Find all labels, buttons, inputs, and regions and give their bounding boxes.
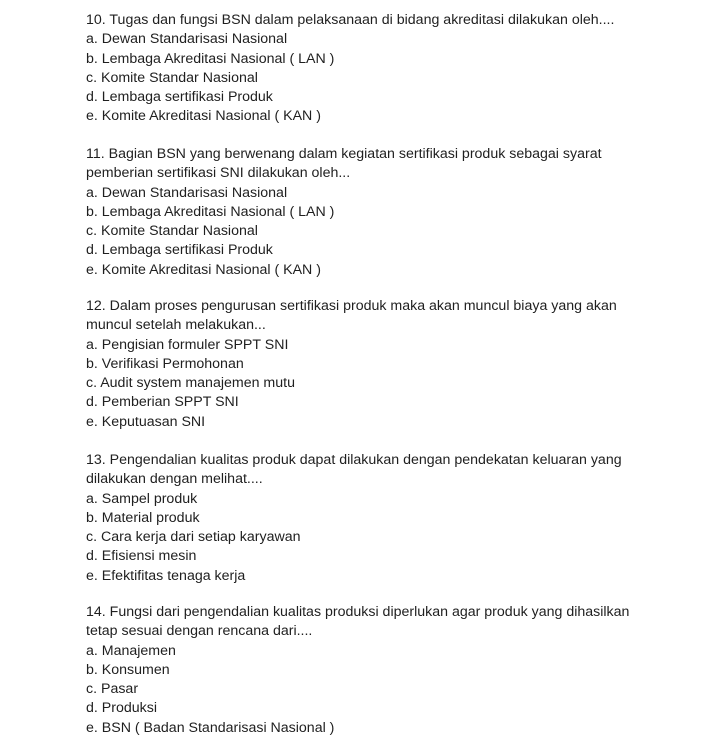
option-a: a. Manajemen xyxy=(86,642,176,659)
option-e: e. Keputuasan SNI xyxy=(86,413,206,430)
option-d: d. Produksi xyxy=(86,700,157,717)
question-text: 11. Bagian BSN yang berwenang dalam kegiatan sertifikasi produk sebagai syarat pemberian sertifikasi SNI dilakukan oleh... xyxy=(86,146,602,182)
option-e: e. BSN ( Badan Standarisasi Nasional ) xyxy=(86,719,335,736)
option-a: a. Sampel produk xyxy=(86,490,198,507)
option-a: a. Dewan Standarisasi Nasional xyxy=(86,184,288,201)
answer-options xyxy=(86,336,646,432)
option-e: e. Komite Akreditasi Nasional ( KAN ) xyxy=(86,108,321,125)
option-d: d. Pemberian SPPT SNI xyxy=(86,394,239,411)
option-c: c. Komite Standar Nasional xyxy=(86,69,258,86)
option-d: d. Lembaga sertifikasi Produk xyxy=(86,242,273,259)
answer-options xyxy=(86,30,646,126)
answer-options xyxy=(86,642,646,738)
option-a: a. Dewan Standarisasi Nasional xyxy=(86,31,288,48)
answer-options xyxy=(86,490,646,586)
option-d: d. Lembaga sertifikasi Produk xyxy=(86,89,273,106)
question-text: 14. Fungsi dari pengendalian kualitas produksi diperlukan agar produk yang dihasilkan tetap sesuai dengan rencana dari.... xyxy=(86,604,630,640)
option-b: b. Material produk xyxy=(86,509,200,526)
question-text: 13. Pengendalian kualitas produk dapat dilakukan dengan pendekatan keluaran yang dilakukan dengan melihat.... xyxy=(86,452,622,488)
question-10 xyxy=(86,11,646,127)
option-c: c. Cara kerja dari setiap karyawan xyxy=(86,529,301,546)
question-12 xyxy=(86,297,646,432)
option-c: c. Komite Standar Nasional xyxy=(86,223,258,240)
option-e: e. Efektifitas tenaga kerja xyxy=(86,567,246,584)
question-text: 12. Dalam proses pengurusan sertifikasi produk maka akan muncul biaya yang akan muncul setelah melakukan... xyxy=(86,298,617,334)
question-text: 10. Tugas dan fungsi BSN dalam pelaksanaan di bidang akreditasi dilakukan oleh.... xyxy=(86,12,615,28)
option-b: b. Konsumen xyxy=(86,661,170,678)
option-c: c. Audit system manajemen mutu xyxy=(86,375,295,392)
option-c: c. Pasar xyxy=(86,681,139,698)
option-b: b. Lembaga Akreditasi Nasional ( LAN ) xyxy=(86,203,335,220)
question-14 xyxy=(86,603,646,738)
option-e: e. Komite Akreditasi Nasional ( KAN ) xyxy=(86,261,321,278)
answer-options xyxy=(86,184,646,280)
question-13 xyxy=(86,451,646,586)
option-b: b. Verifikasi Permohonan xyxy=(86,355,244,372)
question-11 xyxy=(86,145,646,280)
option-d: d. Efisiensi mesin xyxy=(86,548,197,565)
option-a: a. Pengisian formuler SPPT SNI xyxy=(86,336,289,353)
option-b: b. Lembaga Akreditasi Nasional ( LAN ) xyxy=(86,50,335,67)
